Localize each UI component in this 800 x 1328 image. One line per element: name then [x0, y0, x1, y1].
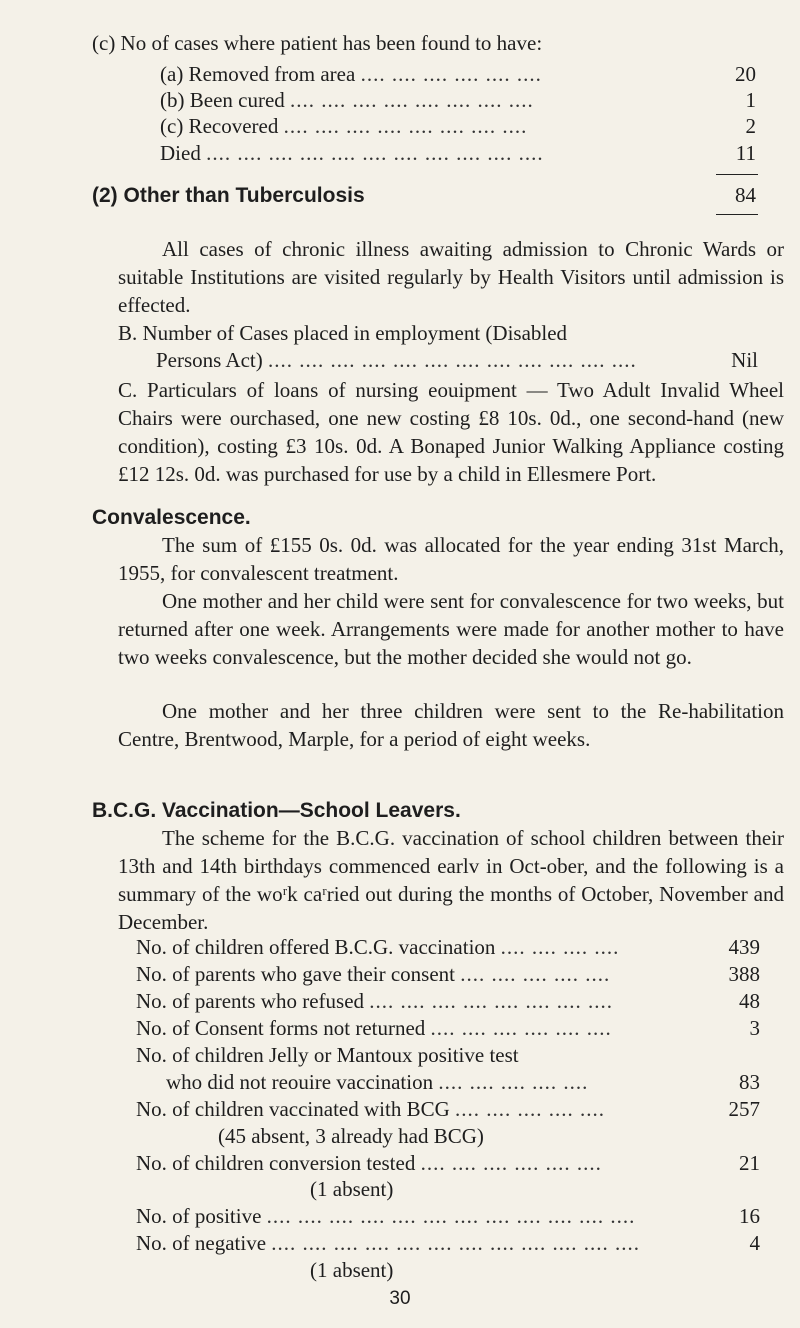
bcg-row-positive: No. of positive .... .... .... .... .... .... .... .... .... .... .... .... 16 [136, 1204, 760, 1228]
b-line-2: Persons Act) .... .... .... .... .... .... .... .... .... .... .... .... Nil [156, 348, 758, 372]
bcg-row-consent: No. of parents who gave their consent .... .... .... .... .... 388 [136, 962, 760, 986]
outcome-row-recovered: (c) Recovered .... .... .... .... .... .... .... .... 2 [160, 114, 756, 138]
bcg-heading: B.C.G. Vaccination—School Leavers. [92, 799, 461, 822]
total-rule-top [716, 174, 758, 175]
bcg-row-negative: No. of negative .... .... .... .... .... .... .... .... .... .... .... .... 4 [136, 1231, 760, 1255]
bcg-row-conversion: No. of children conversion tested .... .... .... .... .... .... 21 [136, 1151, 760, 1175]
chronic-paragraph: All cases of chronic illness awaiting admission to Chronic Wards or suitable Institutions are visited regularly by Health Visitors until admission is effected. [118, 237, 784, 317]
convalescence-paragraph-1: The sum of £155 0s. 0d. was allocated for the year ending 31st March, 1955, for convalescent treatment. [118, 533, 784, 585]
bcg-row-not-returned: No. of Consent forms not returned .... .... .... .... .... .... 3 [136, 1016, 760, 1040]
negative-note: (1 absent) [310, 1258, 394, 1282]
page-number: 30 [389, 1288, 411, 1309]
outcome-row-died: Died .... .... .... .... .... .... .... .... .... .... .... 11 [160, 141, 756, 165]
bcg-row-offered: No. of children offered B.C.G. vaccination .... .... .... .... 439 [136, 935, 760, 959]
convalescence-paragraph-3: One mother and her three children were sent to the Re-habilitation Centre, Brentwood, Marple, for a period of eight weeks. [118, 699, 784, 751]
convalescence-heading: Convalescence. [92, 506, 251, 529]
bcg-row-jelly-line-1: No. of children Jelly or Mantoux positive test [136, 1043, 519, 1067]
bcg-row-vaccinated: No. of children vaccinated with BCG .... .... .... .... .... 257 [136, 1097, 760, 1121]
b-line-1: B. Number of Cases placed in employment (Disabled [118, 321, 568, 345]
outcome-row-cured: (b) Been cured .... .... .... .... .... .... .... .... 1 [160, 88, 756, 112]
outcome-row-removed: (a) Removed from area .... .... .... .... .... .... 20 [160, 62, 756, 86]
bcg-paragraph: The scheme for the B.C.G. vaccination of school children between their 13th and 14th birthdays commenced earlv in Oct-ober, and the following is a summary of the woʳk caʳried out during the months of October, November and December. [118, 826, 784, 934]
bcg-row-refused: No. of parents who refused .... .... .... .... .... .... .... .... 48 [136, 989, 760, 1013]
intro-line: (c) No of cases where patient has been found to have: [92, 31, 543, 55]
c-paragraph: C. Particulars of loans of nursing eouipment — Two Adult Invalid Wheel Chairs were ourchased, one new costing £8 10s. 0d., one second-hand (new condition), costing £3 10s. 0d. A Bonaped Junior Walking Appliance costing £12 12s. 0d. was purchased for use by a child in Ellesmere Port. [118, 378, 784, 486]
bcg-row-jelly-line-2: who did not reouire vaccination .... .... .... .... .... 83 [166, 1070, 760, 1094]
convalescence-paragraph-2: One mother and her child were sent for convalescence for two weeks, but returned after one week. Arrangements were made for another mother to have two weeks convalescence, but the mother decided she would not go. [118, 589, 784, 669]
other-than-tb-row: (2) Other than Tuberculosis 84 [92, 183, 756, 207]
vaccinated-note: (45 absent, 3 already had BCG) [218, 1124, 484, 1148]
total-rule-bottom [716, 214, 758, 215]
conversion-note: (1 absent) [310, 1177, 394, 1201]
